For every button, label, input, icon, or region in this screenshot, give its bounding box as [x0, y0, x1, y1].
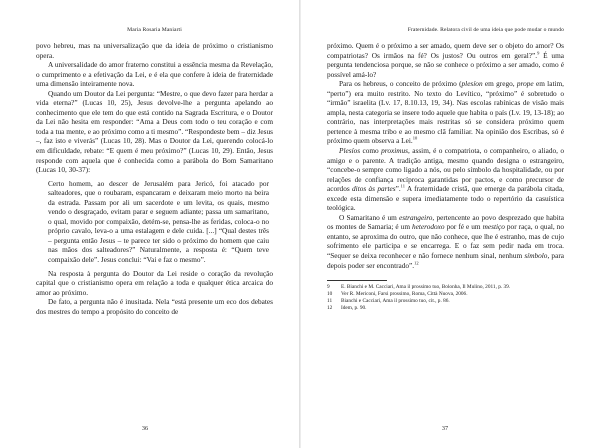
footnote: 10 Ver R. Mericoni, Farsi prossimo, Roma, Città Nuova, 2006.: [327, 291, 468, 298]
footnote-rule: [327, 280, 387, 281]
right-page: [300, 0, 600, 448]
quote-text: Certo homem, ao descer de Jerusalém para Jericó, foi atacado por salteadores, que o roubaram, espancaram e deixaram meio morto na beira da estrada. Passam por ali um sacerdote e um levita, os quais, mesmo vendo o desgraçado, evitam parar e seguem adiante; passa um samaritano, o qual, movido por compaixão, detém-se, pensa-lhe as feridas, coloca-o no próprio cavalo, leva-o a uma estalagem e dele cuida. [...] “Qual destes três – pergunta então Jesus – te parece ter sido o próximo do homem que caiu nas mãos dos salteadores?” Naturalmente, a resposta é: “Quem teve compaixão dele”. Jesus conclui: “Vai e faz o mesmo”.: [48, 178, 269, 265]
paragraph: O Samaritano é um estrangeiro, pertencente ao povo desprezado que habita os montes de Samaria; é um heterodoxo por fé e um mestiço por raça, o qual, no entanto, se aproxima do outro, que não conhece, que lhe é estranho, mas de cujo sofrimento ele participa e se encarrega. E o faz sem pedir nada em troca. “Sequer se deixa reconhecer e não fornece nenhum sinal, nenhum símbolo, para depois poder ser encontrado”.$^{12}$: [327, 212, 564, 270]
paragraph: Quando um Doutor da Lei pergunta: “Mestre, o que devo fazer para herdar a vida eterna?” (Lucas 10, 25), Jesus devolve-lhe a pergunta apelando ao conhecimento que ele tem do que está contido na Sagrada Escritura, e o Doutor da Lei não hesita em responder: “Ama a Deus com todo o teu coração e com toda a tua mente, e ao próximo como a ti mesmo”. “Respondeste bem – diz Jesus –, faz isto e viverás” (Lucas 10, 28). Mas o Doutor da Lei, querendo colocá-lo em dificuldade, rebate: “E quem é meu próximo?” (Lucas 10, 29). Então, Jesus responde com aquela que é conhecida como a parábola do Bom Samaritano (Lucas 10, 30-37):: [36, 88, 273, 175]
block-quote: [48, 179, 269, 265]
paragraph: povo hebreu, mas na universalização que da ideia de próximo o cristianismo opera.: [36, 41, 273, 60]
running-head-right: Fraternidade. Relatora civil de uma ideia que pode mudar o mundo: [407, 27, 564, 33]
page-number-left: 36: [141, 425, 149, 432]
paragraph: De fato, a pergunta não é inusitada. Nela “está presente um eco dos debates dos mestres do tempo a propósito do conceito de: [36, 297, 273, 316]
page-number-right: 37: [441, 425, 449, 432]
paragraph: Plesíos como proximus, assim, é o compatriota, o companheiro, o aliado, o amigo e o parente. A tradição antiga, mesmo quando designa o estrangeiro, “concebe-o sempre como ligado a nós, ou pelo símbolo da hospitalidade, ou por relações de confiança recíproca garantidas por pactos, e como precursor de acordos ditos às partes”.$^{11}$ A fraternidade cristã, que emerge da parábola citada, excede esta dimensão e supera imediatamente todo o repertório da casuística teológica.: [327, 146, 564, 213]
footnote: 11 Bianchi e Cacciari, Ama il prossimo tuo, cit., p. 86.: [327, 298, 450, 305]
footnotes: [327, 284, 564, 312]
left-body: [36, 41, 273, 316]
paragraph: Para os hebreus, o conceito de próximo (plesíon em grego, prope em latim, “perto”) era muito restrito. No texto do Levítico, “próximo” é sobretudo o “irmão” israelita (Lv. 17, 8.10.13, 19, 34). Nas escolas rabínicas de visão mais ampla, nesta categoria se insere todo aquele que habita o país (Lv. 19, 13-18); ao contrário, nas interpretações mais restritas só se considera próximo quem pertence à mesma tribo e ao mesmo clã familiar. Na opinião dos Escribas, só é próximo quem observa a Lei.$^{10}$: [327, 79, 565, 146]
paragraph: Na resposta à pergunta do Doutor da Lei reside o coração da revolução capital que o cristianismo opera em relação a toda e qualquer ética arcaica do amor ao próximo.: [36, 268, 273, 297]
footnote: 12 Idem, p. 90.: [327, 305, 367, 312]
paragraph: A universalidade do amor fraterno constitui a essência mesma da Revelação, o cumprimento e a efetivação da Lei, e é ela que confere à ideia de fraternidade uma dimensão inteiramente nova.: [36, 60, 273, 89]
footnote-ref: 10: [412, 136, 418, 142]
footnote-ref: 12: [414, 260, 419, 266]
footnote: 9 E. Bianchi e M. Cacciari, Ama il prossimo tuo, Bolonha, Il Mulino, 2011, p. 39.: [327, 284, 511, 291]
footnote-ref: 9: [537, 50, 540, 56]
right-body: [327, 41, 564, 270]
paragraph: próximo. Quem é o próximo a ser amado, quem deve ser o objeto do amor? Os compatriotas? Os irmãos na fé? Os justos? Ou outros em geral?”.$^9$ É uma pergunta tendenciosa porque, se não se conhece o próximo a ser amado, como é possível amá-lo?: [327, 41, 564, 79]
running-head-left: Maria Rosaria Maniarti: [127, 27, 182, 33]
footnote-ref: 11: [400, 183, 405, 189]
